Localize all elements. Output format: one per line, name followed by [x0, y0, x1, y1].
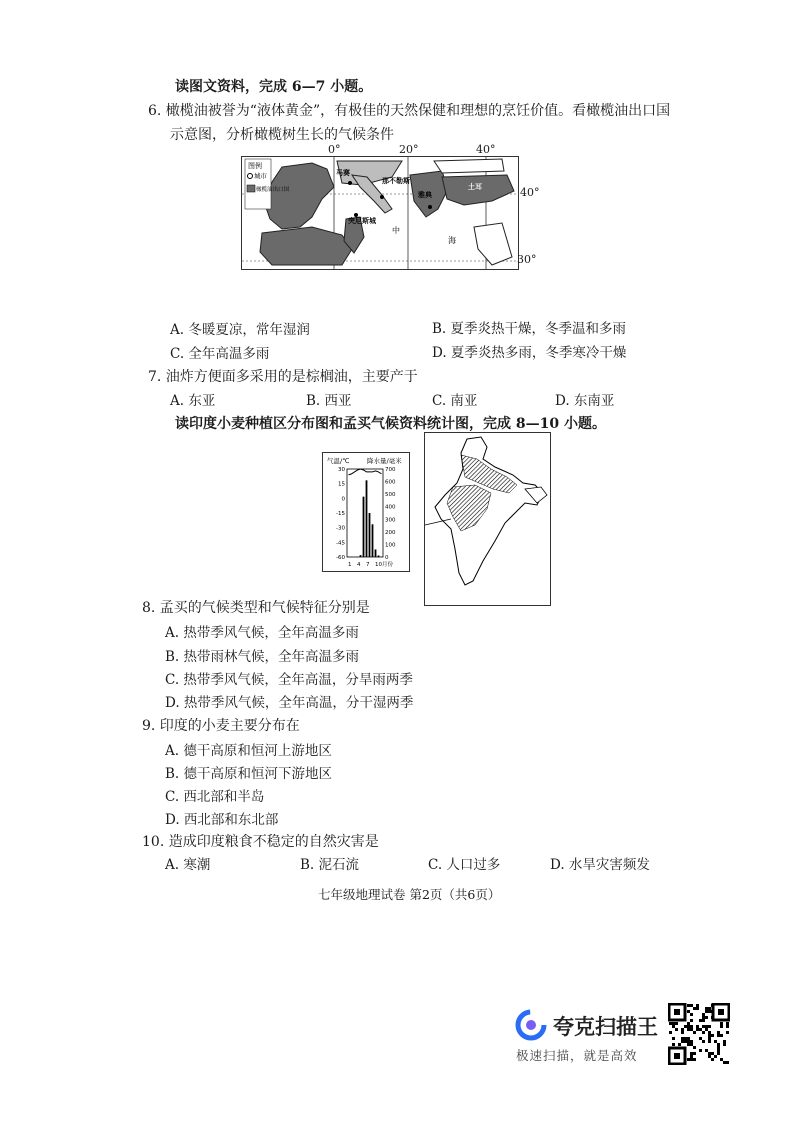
- qr-module: [672, 1022, 675, 1025]
- place-hai: 海: [448, 236, 456, 245]
- qr-module: [684, 1037, 687, 1040]
- precip-bar: [363, 497, 365, 557]
- qr-module: [705, 1049, 708, 1052]
- mediterranean-map: [241, 156, 519, 270]
- question-9: 9. 印度的小麦主要分布在: [142, 718, 300, 734]
- qr-module: [726, 1031, 729, 1034]
- middle-east-land: [474, 223, 512, 265]
- q9-option-c[interactable]: C. 西北部和半岛: [165, 789, 265, 805]
- qr-module: [672, 1037, 675, 1040]
- qr-module: [672, 1043, 675, 1046]
- y-tick-label: -60: [336, 555, 345, 561]
- question-8: 8. 孟买的气候类型和气候特征分别是: [142, 600, 370, 616]
- qr-module: [678, 1043, 681, 1046]
- qr-module: [708, 1055, 711, 1058]
- qr-module: [690, 1004, 693, 1007]
- qr-module: [708, 1034, 711, 1037]
- qr-module: [690, 1055, 693, 1058]
- question-6-line1: 6. 橄榄油被誉为“液体黄金”，有极佳的天然保健和理想的烹饪价值。看橄榄油出口国: [148, 103, 671, 119]
- legend-city: 城市: [254, 172, 267, 180]
- qr-module: [711, 1052, 714, 1055]
- q10-option-d[interactable]: D. 水旱灾害频发: [550, 857, 650, 873]
- qr-module: [708, 1025, 711, 1028]
- y-tick-label: 0: [341, 496, 345, 503]
- qr-module: [690, 1043, 693, 1046]
- x-tick-label: 10月份: [375, 562, 393, 568]
- qr-module: [669, 1022, 672, 1025]
- qr-code-icon: [668, 1003, 730, 1065]
- qr-module: [684, 1040, 687, 1043]
- naples-dot: [380, 195, 384, 199]
- scanner-slogan: 极速扫描，就是高效: [516, 1048, 638, 1063]
- qr-module: [708, 1007, 711, 1010]
- q6-option-a[interactable]: A. 冬暖夏凉，常年湿润: [170, 322, 310, 338]
- question-6-line2: 示意图，分析橄榄树生长的气候条件: [170, 127, 394, 143]
- qr-module: [705, 1028, 708, 1031]
- qr-module: [687, 1022, 690, 1025]
- place-naples: 那不勒斯: [382, 177, 410, 185]
- qr-module: [690, 1028, 693, 1031]
- q9-option-b[interactable]: B. 德干高原和恒河下游地区: [165, 766, 333, 782]
- mumbai-climate-chart: [322, 452, 410, 572]
- qr-module: [681, 1028, 684, 1031]
- qr-module: [708, 1052, 711, 1055]
- precip-bar: [378, 555, 380, 557]
- athens-dot: [428, 205, 432, 209]
- qr-module: [690, 1040, 693, 1043]
- qr-module: [705, 1007, 708, 1010]
- y2-tick-label: 700: [385, 467, 396, 473]
- mediterranean-map-svg: [242, 157, 518, 269]
- qr-module: [720, 1025, 723, 1028]
- qr-module: [681, 1037, 684, 1040]
- precip-bar: [369, 513, 371, 557]
- qr-module: [717, 1031, 720, 1034]
- qr-module: [687, 1040, 690, 1043]
- qr-module: [720, 1034, 723, 1037]
- plot-frame: [347, 469, 383, 557]
- q9-option-a[interactable]: A. 德干高原和恒河上游地区: [165, 743, 332, 759]
- qr-module: [717, 1043, 720, 1046]
- marseille-dot: [348, 181, 352, 185]
- q7-option-c[interactable]: C. 南亚: [432, 393, 478, 409]
- qr-module: [717, 1046, 720, 1049]
- qr-module: [702, 1025, 705, 1028]
- y-tick-label: -15: [336, 511, 345, 517]
- qr-module: [687, 1004, 690, 1007]
- y2-axis-label: 降水量/毫米: [367, 457, 402, 465]
- qr-module: [723, 1061, 726, 1064]
- qr-module: [687, 1010, 690, 1013]
- place-zhong: 中: [392, 226, 400, 235]
- legend-country: 橄榄油出口国: [256, 187, 290, 193]
- qr-module: [687, 1043, 690, 1046]
- qr-module: [699, 1019, 702, 1022]
- q8-option-d[interactable]: D. 热带季风气候，全年高温，分干湿两季: [165, 695, 414, 711]
- q7-option-d[interactable]: D. 东南亚: [555, 393, 615, 409]
- lon-label-0: 0°: [328, 143, 341, 156]
- qr-module: [714, 1040, 717, 1043]
- black-sea-coast: [434, 159, 504, 173]
- question-10: 10. 造成印度粮食不稳定的自然灾害是: [142, 834, 379, 850]
- qr-module: [687, 1037, 690, 1040]
- place-marseille: 马赛: [336, 169, 350, 177]
- q7-option-a[interactable]: A. 东亚: [170, 393, 216, 409]
- qr-module: [684, 1025, 687, 1028]
- y-tick-label: -45: [336, 540, 345, 547]
- qr-module: [690, 1058, 693, 1061]
- q10-option-b[interactable]: B. 泥石流: [300, 857, 360, 873]
- q6-option-b[interactable]: B. 夏季炎热干燥，冬季温和多雨: [432, 321, 627, 337]
- page-footer: 七年级地理试卷 第2页（共6页）: [318, 887, 501, 902]
- y2-tick-label: 0: [385, 555, 389, 561]
- qr-module: [717, 1034, 720, 1037]
- place-athens: 雅典: [418, 191, 432, 199]
- qr-module: [702, 1031, 705, 1034]
- qr-module: [672, 1025, 675, 1028]
- y2-tick-label: 500: [385, 492, 396, 499]
- qr-module: [690, 1052, 693, 1055]
- qr-module: [690, 1025, 693, 1028]
- qr-module: [723, 1043, 726, 1046]
- qr-module: [693, 1058, 696, 1061]
- q8-option-b[interactable]: B. 热带雨林气候，全年高温多雨: [165, 649, 360, 665]
- morocco-land: [260, 227, 352, 265]
- qr-module: [699, 1037, 702, 1040]
- y-tick-label: -30: [336, 525, 345, 532]
- qr-module: [696, 1004, 699, 1007]
- qr-module: [720, 1058, 723, 1061]
- y2-tick-label: 600: [385, 479, 396, 486]
- q7-option-b[interactable]: B. 西亚: [306, 393, 352, 409]
- precip-bar: [366, 480, 368, 557]
- q9-option-d[interactable]: D. 西北部和东北部: [165, 812, 279, 828]
- qr-module: [717, 1052, 720, 1055]
- qr-module: [714, 1055, 717, 1058]
- temperature-line: [349, 469, 382, 475]
- qr-module: [693, 1052, 696, 1055]
- scanner-logo-icon: [515, 1009, 547, 1041]
- country-legend-swatch: [247, 185, 255, 192]
- qr-module: [693, 1046, 696, 1049]
- y2-tick-label: 200: [385, 529, 396, 536]
- india-wheat-map: [424, 432, 551, 606]
- qr-module: [693, 1007, 696, 1010]
- precip-bar: [360, 555, 362, 557]
- y2-tick-label: 100: [385, 542, 396, 549]
- india-map-svg: [425, 433, 550, 605]
- qr-module: [705, 1016, 708, 1019]
- qr-module: [696, 1025, 699, 1028]
- qr-module: [711, 1058, 714, 1061]
- qr-module: [687, 1025, 690, 1028]
- qr-module: [693, 1031, 696, 1034]
- qr-module: [675, 1022, 678, 1025]
- qr-module: [690, 1019, 693, 1022]
- qr-module: [705, 1025, 708, 1028]
- qr-module: [726, 1025, 729, 1028]
- qr-module: [705, 1010, 708, 1013]
- precip-bar: [372, 524, 374, 557]
- qr-module: [711, 1016, 714, 1019]
- qr-module: [708, 1037, 711, 1040]
- y-tick-label: 30: [338, 467, 345, 473]
- place-tunis: 突尼斯城: [348, 217, 376, 225]
- qr-module: [723, 1040, 726, 1043]
- q10-option-a[interactable]: A. 寒潮: [165, 857, 211, 873]
- y2-tick-label: 400: [385, 504, 396, 511]
- lon-label-20: 20°: [399, 143, 419, 156]
- q10-option-c[interactable]: C. 人口过多: [428, 857, 501, 873]
- qr-module: [708, 1010, 711, 1013]
- qr-module: [702, 1016, 705, 1019]
- qr-module: [675, 1028, 678, 1031]
- qr-module: [726, 1022, 729, 1025]
- qr-module: [726, 1061, 729, 1064]
- legend-title: 图例: [248, 162, 262, 170]
- q6-option-c[interactable]: C. 全年高温多雨: [170, 346, 270, 362]
- y2-tick-label: 300: [385, 517, 396, 524]
- q8-option-c[interactable]: C. 热带季风气候，全年高温，分旱雨两季: [165, 672, 413, 688]
- qr-module: [669, 1031, 672, 1034]
- section-intro-6-7: 读图文资料，完成 6—7 小题。: [175, 79, 373, 95]
- q8-option-a[interactable]: A. 热带季风气候，全年高温多雨: [165, 625, 359, 641]
- precip-bar: [375, 549, 377, 557]
- lat-label-30: 30°: [517, 253, 537, 266]
- section-intro-8-10: 读印度小麦种植区分布图和孟买气候资料统计图，完成 8—10 小题。: [175, 416, 606, 432]
- qr-module: [720, 1022, 723, 1025]
- x-tick-label: 7: [366, 562, 370, 568]
- x-tick-label: 1: [348, 562, 352, 568]
- lat-label-40: 40°: [520, 186, 540, 199]
- qr-module: [687, 1058, 690, 1061]
- y-tick-label: 15: [338, 481, 345, 488]
- lon-label-40: 40°: [476, 143, 496, 156]
- qr-module: [690, 1013, 693, 1016]
- qr-module: [711, 1034, 714, 1037]
- qr-module: [702, 1013, 705, 1016]
- qr-module: [681, 1031, 684, 1034]
- qr-module: [687, 1028, 690, 1031]
- scanner-brand-name: 夸克扫描王: [553, 1015, 658, 1039]
- qr-module: [702, 1040, 705, 1043]
- qr-module: [696, 1007, 699, 1010]
- climate-chart-svg: [323, 453, 409, 571]
- qr-module: [696, 1028, 699, 1031]
- qr-module: [681, 1040, 684, 1043]
- qr-module: [711, 1010, 714, 1013]
- y-axis-label: 气温/℃: [327, 457, 350, 465]
- question-7: 7. 油炸方便面多采用的是棕榈油，主要产于: [148, 369, 418, 385]
- x-tick-label: 4: [357, 562, 361, 568]
- qr-module: [717, 1049, 720, 1052]
- qr-module: [708, 1031, 711, 1034]
- iberia-land: [264, 163, 334, 229]
- place-turkey: 土耳: [468, 183, 482, 191]
- qr-module: [702, 1019, 705, 1022]
- qr-module: [708, 1040, 711, 1043]
- qr-module: [699, 1049, 702, 1052]
- qr-module: [699, 1028, 702, 1031]
- q6-option-d[interactable]: D. 夏季炎热多雨，冬季寒冷干燥: [432, 345, 627, 361]
- qr-module: [711, 1004, 714, 1007]
